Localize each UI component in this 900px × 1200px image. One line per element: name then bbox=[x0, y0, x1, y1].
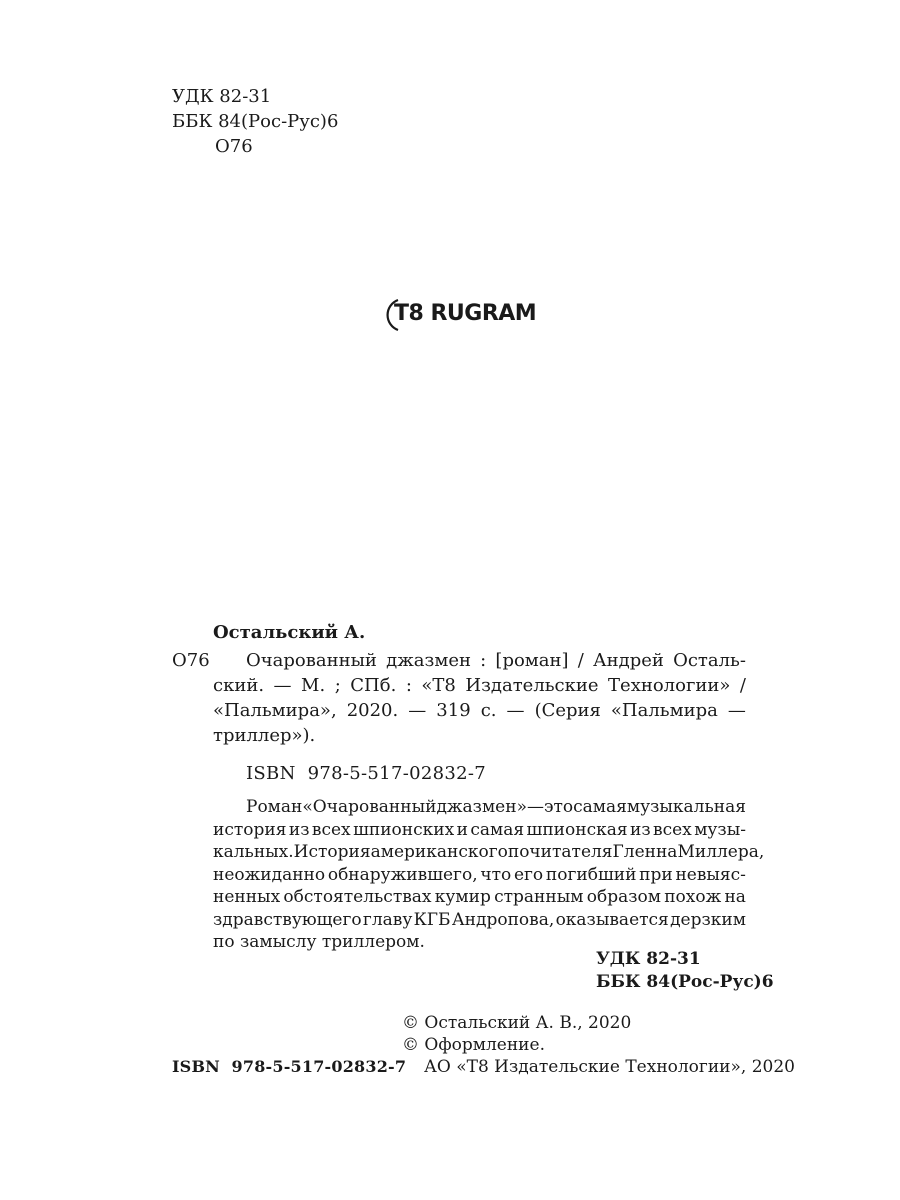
word: при bbox=[639, 865, 673, 885]
word: и bbox=[456, 820, 468, 840]
word: музы- bbox=[694, 820, 746, 840]
word: Роман bbox=[246, 797, 303, 817]
word: почитателя bbox=[507, 842, 613, 862]
copyright-publisher: АО «Т8 Издательские Технологии», 2020 bbox=[424, 1057, 795, 1077]
author-mark: О76 bbox=[215, 136, 253, 157]
word: КГБ bbox=[413, 910, 451, 930]
annotation-line-1 bbox=[246, 796, 746, 819]
word: «Очарованный bbox=[302, 797, 437, 817]
word: : bbox=[480, 650, 487, 671]
annotation-line-5 bbox=[213, 886, 746, 909]
word: всех bbox=[653, 820, 692, 840]
word: ский. bbox=[213, 675, 265, 696]
word: похож bbox=[664, 887, 722, 907]
word: неожиданно bbox=[213, 865, 326, 885]
word: / bbox=[739, 675, 746, 696]
word: Андропова, bbox=[451, 910, 555, 930]
word: дерзким bbox=[670, 910, 746, 930]
bbk-code: ББК 84(Рос-Рус)6 bbox=[172, 111, 339, 132]
word: Осталь- bbox=[673, 650, 746, 671]
word: главу bbox=[362, 910, 413, 930]
card-author-mark: О76 bbox=[172, 650, 210, 671]
word: Миллера, bbox=[677, 842, 765, 862]
bottom-isbn: ISBN 978-5-517-02832-7 bbox=[172, 1057, 407, 1076]
annotation-line-4 bbox=[213, 864, 746, 887]
word: «Т8 bbox=[421, 675, 456, 696]
word: джазмен» bbox=[436, 797, 527, 817]
word: [роман] bbox=[495, 650, 569, 671]
word: — bbox=[727, 700, 746, 721]
copyright-author: © Остальский А. В., 2020 bbox=[402, 1013, 632, 1033]
word: 2020. bbox=[346, 700, 399, 721]
word: «Пальмира», bbox=[213, 700, 337, 721]
word: обнаружившего, bbox=[327, 865, 478, 885]
word: СПб. bbox=[350, 675, 397, 696]
udk-code: УДК 82-31 bbox=[172, 86, 272, 107]
word: музыкальная bbox=[626, 797, 746, 817]
word: всех bbox=[311, 820, 351, 840]
word: погибший bbox=[545, 865, 637, 885]
word: шпионская bbox=[526, 820, 628, 840]
word: : bbox=[405, 675, 412, 696]
word: 319 bbox=[436, 700, 471, 721]
card-line-3 bbox=[213, 698, 746, 723]
word: с. bbox=[480, 700, 497, 721]
word: здравствующего bbox=[213, 910, 362, 930]
word: ненных bbox=[213, 887, 281, 907]
word: что bbox=[480, 865, 512, 885]
word: это bbox=[543, 797, 574, 817]
card-isbn: ISBN 978-5-517-02832-7 bbox=[246, 763, 486, 784]
word: «Пальмира bbox=[610, 700, 718, 721]
word: из bbox=[288, 820, 310, 840]
card-author: Остальский А. bbox=[213, 622, 366, 643]
word: образом bbox=[586, 887, 661, 907]
card-line-2 bbox=[213, 673, 746, 698]
word: триллер»). bbox=[213, 725, 316, 746]
annotation-line-7 bbox=[213, 931, 425, 954]
word: кумир bbox=[434, 887, 491, 907]
word: из bbox=[630, 820, 651, 840]
word: шпионских bbox=[353, 820, 455, 840]
word: Очарованный bbox=[246, 650, 377, 671]
word: его bbox=[513, 865, 544, 885]
word: самая bbox=[470, 820, 525, 840]
word: странным bbox=[494, 887, 584, 907]
word: — bbox=[408, 700, 427, 721]
word: М. bbox=[301, 675, 326, 696]
word: джазмен bbox=[386, 650, 471, 671]
word: на bbox=[724, 887, 746, 907]
word: самая bbox=[573, 797, 627, 817]
logo-text: T8 RUGRAM bbox=[394, 301, 537, 326]
word: — bbox=[506, 700, 525, 721]
word: (Серия bbox=[534, 700, 601, 721]
word: — bbox=[273, 675, 292, 696]
word: История bbox=[293, 842, 371, 862]
word: Технологии» bbox=[608, 675, 731, 696]
word: Издательские bbox=[465, 675, 599, 696]
word: ; bbox=[334, 675, 341, 696]
word: — bbox=[526, 797, 544, 817]
word: оказывается bbox=[555, 910, 669, 930]
word: Гленна bbox=[612, 842, 678, 862]
annotation-line-2 bbox=[213, 819, 746, 842]
word: история bbox=[213, 820, 287, 840]
annotation-line-6 bbox=[213, 909, 746, 932]
word: Андрей bbox=[593, 650, 664, 671]
word: / bbox=[577, 650, 584, 671]
word: обстоятельствах bbox=[283, 887, 432, 907]
annotation-udk: УДК 82-31 bbox=[596, 949, 701, 969]
word: невыяс- bbox=[675, 865, 746, 885]
card-line-1 bbox=[246, 648, 746, 673]
publisher-logo bbox=[384, 294, 537, 334]
word: американского bbox=[370, 842, 508, 862]
word: кальных. bbox=[213, 842, 294, 862]
annotation-line-3 bbox=[213, 841, 765, 864]
card-line-4 bbox=[213, 723, 315, 748]
copyright-design: © Оформление. bbox=[402, 1035, 545, 1055]
annotation-bbk: ББК 84(Рос-Рус)6 bbox=[596, 972, 774, 992]
word: по замыслу триллером. bbox=[213, 932, 425, 952]
